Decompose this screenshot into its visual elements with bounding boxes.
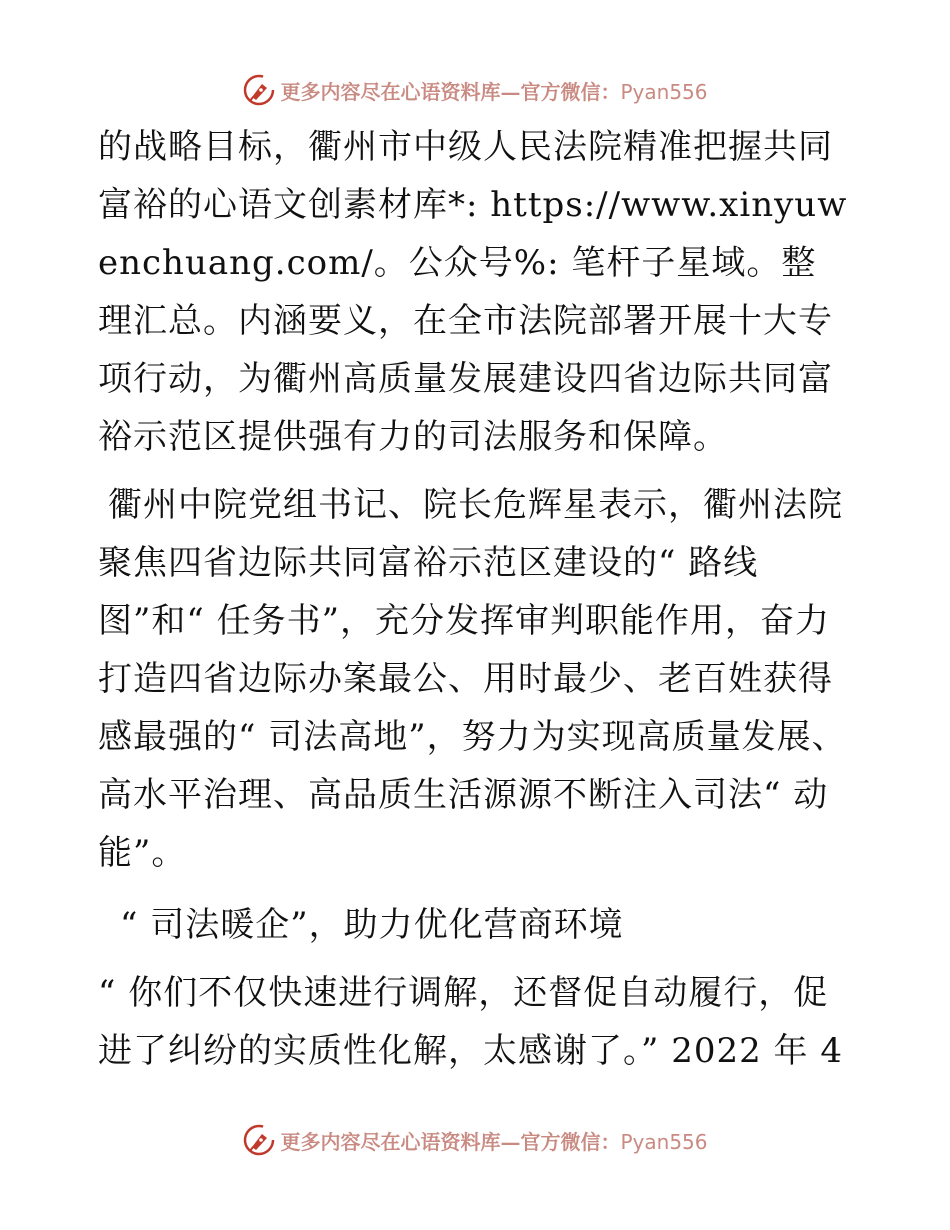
section-heading: “ 司法暖企”，助力优化营商环境 xyxy=(120,905,624,945)
paragraph-1: 的战略目标，衢州市中级人民法院精准把握共同富裕的心语文创素材库*: https://www.xinyuwenchuang.com/。公众号%: 笔杆子星域。整理汇总。内涵要义，在全市法院部署开展十大专项行动，为衢州高质量发展建设四省边际共同富裕示范区提供强有力的司法服务和保障。 xyxy=(98,127,848,457)
pen-nib-logo-icon xyxy=(242,1123,276,1157)
watermark-wechat-id: Pyan556 xyxy=(620,79,708,104)
watermark-wechat-id: Pyan556 xyxy=(620,1129,708,1154)
document-body xyxy=(98,118,850,1080)
watermark-text: 更多内容尽在心语资料库—官方微信：Pyan556 xyxy=(280,79,708,104)
pen-nib-logo-icon xyxy=(242,73,276,107)
watermark-text: 更多内容尽在心语资料库—官方微信：Pyan556 xyxy=(280,1129,708,1154)
paragraph-3: “ 你们不仅快速进行调解，还督促自动履行，促进了纠纷的实质性化解，太感谢了。” 2022 年 4 xyxy=(98,973,843,1071)
header-watermark xyxy=(0,70,950,110)
paragraph-2: 衢州中院党组书记、院长危辉星表示，衢州法院聚焦四省边际共同富裕示范区建设的“ 路线图”和“ 任务书”，充分发挥审判职能作用，奋力打造四省边际办案最公、用时最少、老百姓获得感最强的“ 司法高地”，努力为实现高质量发展、高水平治理、高品质生活源源不断注入司法“ 动能”。 xyxy=(98,485,847,873)
footer-watermark xyxy=(0,1120,950,1160)
